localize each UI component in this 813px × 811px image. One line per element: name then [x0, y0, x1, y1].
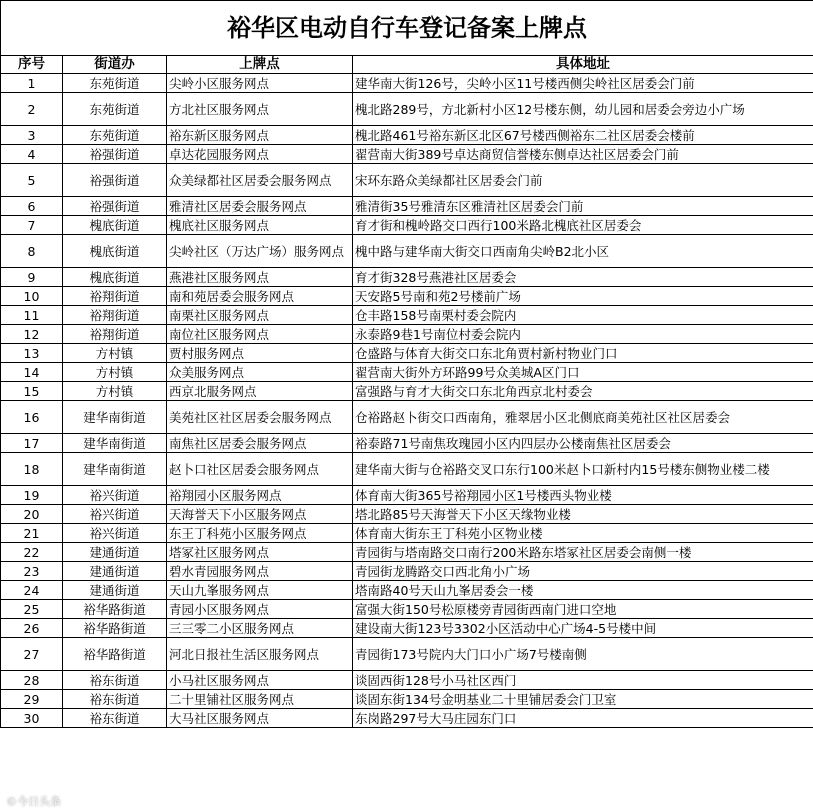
row-index: 12 [1, 325, 63, 344]
row-index: 7 [1, 216, 63, 235]
row-street-office: 裕翔街道 [63, 306, 167, 325]
row-address: 天安路5号南和苑2号楼前广场 [353, 287, 813, 306]
table-row [1, 690, 813, 709]
table-row [1, 543, 813, 562]
row-street-office: 裕强街道 [63, 197, 167, 216]
row-registration-point: 大马社区服务网点 [167, 709, 353, 728]
row-index: 2 [1, 93, 63, 126]
table-row [1, 562, 813, 581]
table-row [1, 145, 813, 164]
row-street-office: 裕强街道 [63, 145, 167, 164]
row-street-office: 方村镇 [63, 363, 167, 382]
row-street-office: 裕翔街道 [63, 287, 167, 306]
row-registration-point: 方北社区服务网点 [167, 93, 353, 126]
row-registration-point: 尖岭小区服务网点 [167, 74, 353, 93]
row-address: 翟营南大街389号卓达商贸信誉楼东侧卓达社区居委会门前 [353, 145, 813, 164]
header-index: 序号 [1, 56, 63, 74]
row-address: 谈固东街134号金明基业二十里铺居委会门卫室 [353, 690, 813, 709]
table-row [1, 216, 813, 235]
table-row [1, 382, 813, 401]
row-registration-point: 三三零二小区服务网点 [167, 619, 353, 638]
row-street-office: 裕华路街道 [63, 619, 167, 638]
row-index: 28 [1, 671, 63, 690]
row-street-office: 建华南街道 [63, 401, 167, 434]
row-index: 13 [1, 344, 63, 363]
row-index: 22 [1, 543, 63, 562]
row-address: 建华南大街126号，尖岭小区11号楼西侧尖岭社区居委会门前 [353, 74, 813, 93]
table-row [1, 600, 813, 619]
table-row [1, 453, 813, 486]
row-index: 1 [1, 74, 63, 93]
row-street-office: 东苑街道 [63, 74, 167, 93]
row-index: 9 [1, 268, 63, 287]
table-row [1, 401, 813, 434]
row-address: 青园街173号院内大门口小广场7号楼南侧 [353, 638, 813, 671]
row-index: 30 [1, 709, 63, 728]
row-address: 建设南大街123号3302小区活动中心广场4-5号楼中间 [353, 619, 813, 638]
row-street-office: 裕强街道 [63, 164, 167, 197]
row-registration-point: 小马社区服务网点 [167, 671, 353, 690]
header-street-office: 街道办 [63, 56, 167, 74]
table-row [1, 434, 813, 453]
row-address: 裕泰路71号南焦玫瑰园小区内四层办公楼南焦社区居委会 [353, 434, 813, 453]
row-index: 8 [1, 235, 63, 268]
table-body [1, 74, 813, 728]
row-registration-point: 青园小区服务网点 [167, 600, 353, 619]
row-registration-point: 裕翔园小区服务网点 [167, 486, 353, 505]
row-address: 槐中路与建华南大街交口西南角尖岭B2北小区 [353, 235, 813, 268]
row-street-office: 方村镇 [63, 344, 167, 363]
row-index: 26 [1, 619, 63, 638]
row-registration-point: 西京北服务网点 [167, 382, 353, 401]
row-address: 青园街与塔南路交口南行200米路东塔冢社区居委会南侧一楼 [353, 543, 813, 562]
header-address: 具体地址 [353, 56, 813, 74]
table-row [1, 505, 813, 524]
row-street-office: 裕东街道 [63, 709, 167, 728]
table-row [1, 709, 813, 728]
row-street-office: 槐底街道 [63, 216, 167, 235]
row-address: 仓裕路赵卜街交口西南角，雅翠居小区北侧底商美苑社区社区居委会 [353, 401, 813, 434]
row-registration-point: 东王丁科苑小区服务网点 [167, 524, 353, 543]
row-registration-point: 南焦社区居委会服务网点 [167, 434, 353, 453]
row-address: 青园街龙腾路交口西北角小广场 [353, 562, 813, 581]
table-row [1, 325, 813, 344]
row-address: 富强大街150号松原楼旁青园街西南门进口空地 [353, 600, 813, 619]
row-address: 槐北路289号，方北新村小区12号楼东侧，幼儿园和居委会旁边小广场 [353, 93, 813, 126]
row-index: 6 [1, 197, 63, 216]
row-address: 塔南路40号天山九峯居委会一楼 [353, 581, 813, 600]
row-address: 育才街328号燕港社区居委会 [353, 268, 813, 287]
row-address: 体育南大街东王丁科苑小区物业楼 [353, 524, 813, 543]
row-street-office: 东苑街道 [63, 93, 167, 126]
row-index: 18 [1, 453, 63, 486]
row-registration-point: 南栗社区服务网点 [167, 306, 353, 325]
row-street-office: 裕东街道 [63, 690, 167, 709]
row-registration-point: 贾村服务网点 [167, 344, 353, 363]
watermark: ©今日头条 [6, 795, 61, 808]
row-index: 23 [1, 562, 63, 581]
header-registration-point: 上牌点 [167, 56, 353, 74]
row-address: 谈固西街128号小马社区西门 [353, 671, 813, 690]
row-index: 16 [1, 401, 63, 434]
row-index: 24 [1, 581, 63, 600]
row-address: 塔北路85号天海誉天下小区天缘物业楼 [353, 505, 813, 524]
row-index: 20 [1, 505, 63, 524]
row-index: 4 [1, 145, 63, 164]
row-registration-point: 天海誉天下小区服务网点 [167, 505, 353, 524]
row-registration-point: 河北日报社生活区服务网点 [167, 638, 353, 671]
row-index: 10 [1, 287, 63, 306]
row-registration-point: 众美服务网点 [167, 363, 353, 382]
row-address: 仓盛路与体育大街交口东北角贾村新村物业门口 [353, 344, 813, 363]
row-registration-point: 天山九峯服务网点 [167, 581, 353, 600]
row-index: 27 [1, 638, 63, 671]
row-street-office: 裕华路街道 [63, 600, 167, 619]
table-row [1, 363, 813, 382]
row-address: 翟营南大街外方环路99号众美城A区门口 [353, 363, 813, 382]
table-row [1, 164, 813, 197]
row-street-office: 裕兴街道 [63, 505, 167, 524]
row-street-office: 建华南街道 [63, 434, 167, 453]
table-row [1, 619, 813, 638]
row-street-office: 建通街道 [63, 543, 167, 562]
row-registration-point: 碧水青园服务网点 [167, 562, 353, 581]
table-row [1, 344, 813, 363]
row-address: 富强路与育才大街交口东北角西京北村委会 [353, 382, 813, 401]
table-row [1, 638, 813, 671]
row-index: 21 [1, 524, 63, 543]
table-row [1, 93, 813, 126]
row-street-office: 东苑街道 [63, 126, 167, 145]
row-index: 3 [1, 126, 63, 145]
row-index: 5 [1, 164, 63, 197]
row-street-office: 裕东街道 [63, 671, 167, 690]
row-address: 槐北路461号裕东新区北区67号楼西侧裕东二社区居委会楼前 [353, 126, 813, 145]
row-registration-point: 南位社区服务网点 [167, 325, 353, 344]
table-row [1, 197, 813, 216]
row-index: 17 [1, 434, 63, 453]
row-registration-point: 雅清社区居委会服务网点 [167, 197, 353, 216]
row-registration-point: 赵卜口社区居委会服务网点 [167, 453, 353, 486]
row-address: 建华南大街与仓裕路交叉口东行100米赵卜口新村内15号楼东侧物业楼二楼 [353, 453, 813, 486]
row-registration-point: 尖岭社区（万达广场）服务网点 [167, 235, 353, 268]
row-index: 11 [1, 306, 63, 325]
table-row [1, 306, 813, 325]
row-address: 永泰路9巷1号南位村委会院内 [353, 325, 813, 344]
table-row [1, 524, 813, 543]
row-street-office: 裕华路街道 [63, 638, 167, 671]
row-street-office: 裕兴街道 [63, 486, 167, 505]
row-street-office: 建通街道 [63, 581, 167, 600]
row-registration-point: 槐底社区服务网点 [167, 216, 353, 235]
row-address: 育才街和槐岭路交口西行100米路北槐底社区居委会 [353, 216, 813, 235]
row-registration-point: 燕港社区服务网点 [167, 268, 353, 287]
row-address: 体育南大街365号裕翔园小区1号楼西头物业楼 [353, 486, 813, 505]
table-title: 裕华区电动自行车登记备案上牌点 [1, 1, 813, 56]
row-registration-point: 裕东新区服务网点 [167, 126, 353, 145]
table-row [1, 486, 813, 505]
row-street-office: 裕翔街道 [63, 325, 167, 344]
table-row [1, 74, 813, 93]
row-index: 25 [1, 600, 63, 619]
row-index: 19 [1, 486, 63, 505]
row-registration-point: 南和苑居委会服务网点 [167, 287, 353, 306]
row-registration-point: 众美绿都社区居委会服务网点 [167, 164, 353, 197]
row-address: 东岗路297号大马庄园东门口 [353, 709, 813, 728]
row-index: 15 [1, 382, 63, 401]
row-index: 14 [1, 363, 63, 382]
row-address: 仓丰路158号南栗村委会院内 [353, 306, 813, 325]
row-address: 雅清街35号雅清东区雅清社区居委会门前 [353, 197, 813, 216]
table-row [1, 268, 813, 287]
row-index: 29 [1, 690, 63, 709]
row-street-office: 裕兴街道 [63, 524, 167, 543]
row-street-office: 槐底街道 [63, 235, 167, 268]
table-row [1, 126, 813, 145]
row-street-office: 方村镇 [63, 382, 167, 401]
row-street-office: 建华南街道 [63, 453, 167, 486]
row-registration-point: 美苑社区社区居委会服务网点 [167, 401, 353, 434]
row-address: 宋环东路众美绿都社区居委会门前 [353, 164, 813, 197]
table-row [1, 581, 813, 600]
row-registration-point: 塔冢社区服务网点 [167, 543, 353, 562]
table-row [1, 287, 813, 306]
row-street-office: 建通街道 [63, 562, 167, 581]
row-registration-point: 二十里铺社区服务网点 [167, 690, 353, 709]
table-row [1, 235, 813, 268]
row-registration-point: 卓达花园服务网点 [167, 145, 353, 164]
table-row [1, 671, 813, 690]
row-street-office: 槐底街道 [63, 268, 167, 287]
